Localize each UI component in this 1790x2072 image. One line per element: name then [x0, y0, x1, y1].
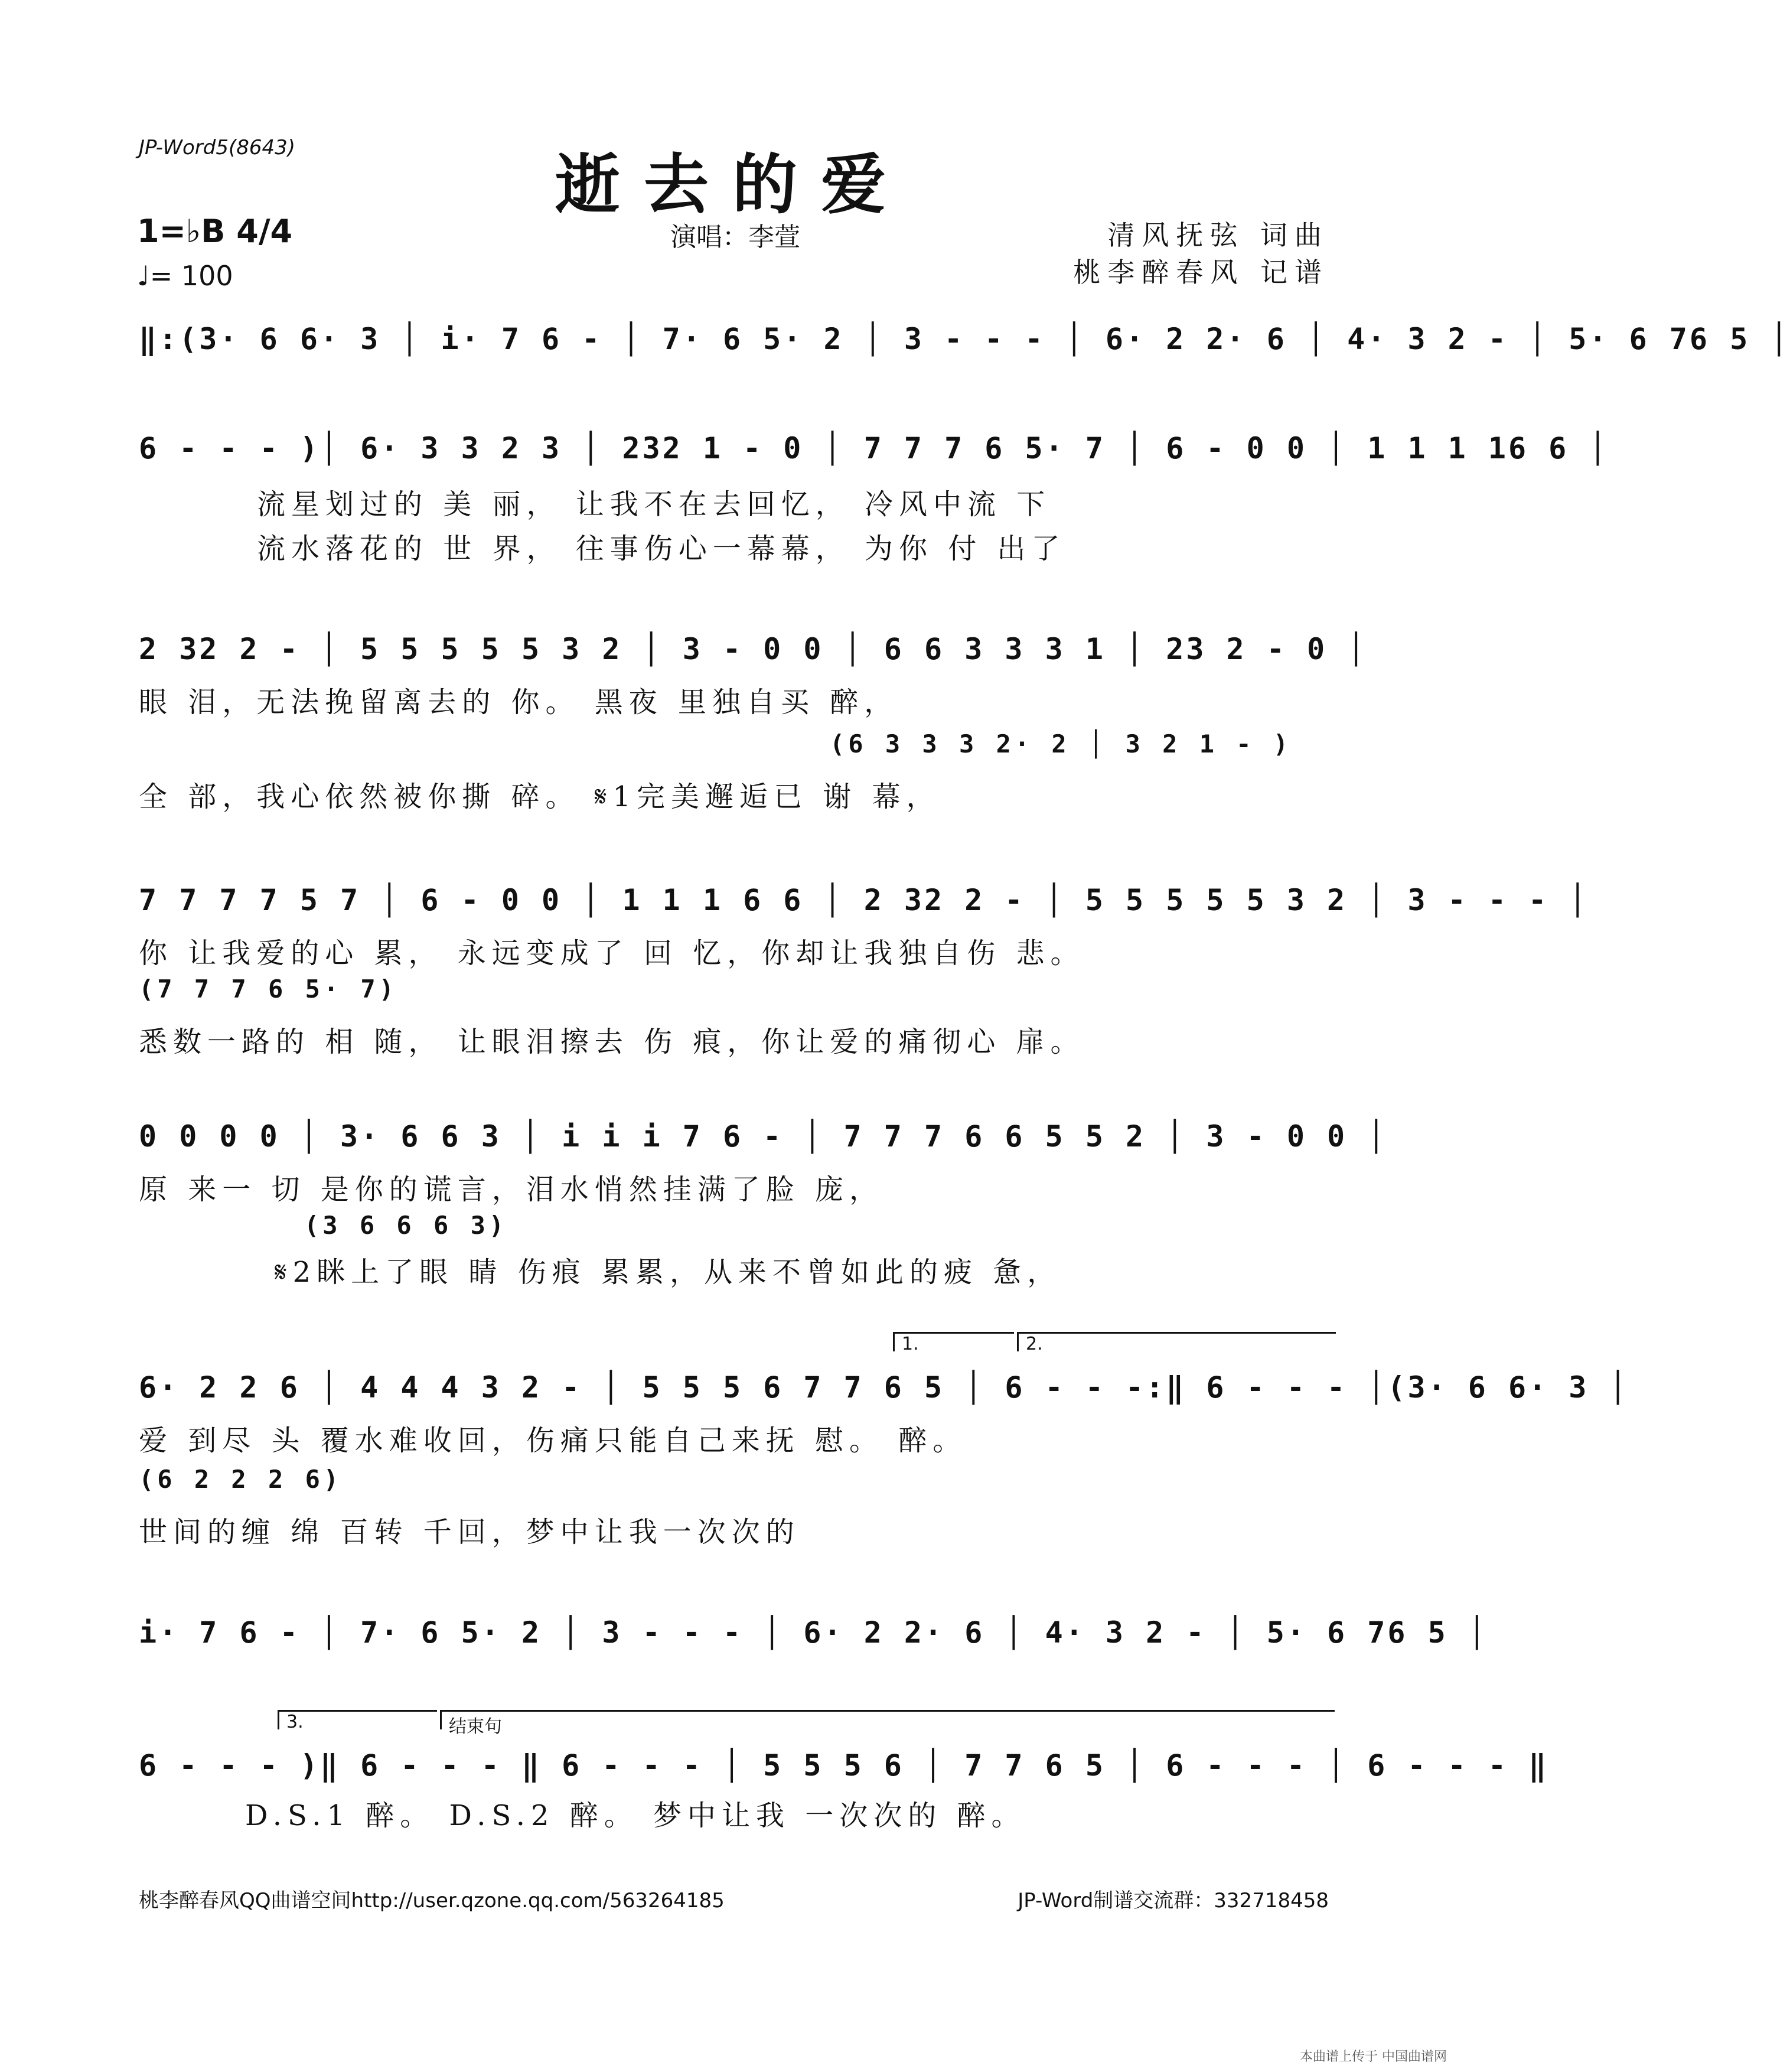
volta-1: 1.: [893, 1332, 1014, 1351]
system-5-notes: 0 0 0 0 │ 3· 6 6 3 │ i i i 7 6 - │ 7 7 7 6 6 5 5 2 │ 3 - 0 0 │: [139, 1119, 1388, 1154]
system-2-lyric-2: 流水落花的 世 界， 往事伤心一幕幕， 为你 付 出了: [257, 532, 1066, 565]
volta-ending: 结束句: [440, 1710, 1335, 1729]
system-2-notes: 6 - - - )│ 6· 3 3 2 3 │ 232 1 - 0 │ 7 7 7 6 5· 7 │ 6 - 0 0 │ 1 1 1 16 6 │: [139, 431, 1609, 465]
system-3-lyric-2: 全 部，我心依然被你撕 碎。 𝄋1完美邂逅已 谢 幕，: [139, 780, 941, 813]
system-5-lyric-2: 𝄋2眯上了眼 睛 伤痕 累累，从来不曾如此的疲 惫，: [275, 1256, 1062, 1289]
system-7-notes: i· 7 6 - │ 7· 6 5· 2 │ 3 - - - │ 6· 2 2· 6 │ 4· 3 2 - │ 5· 6 76 5 │: [139, 1615, 1488, 1650]
system-6-alt-notes: (6 2 2 2 6): [139, 1465, 343, 1494]
singer-credit: 演唱：李萱: [670, 222, 800, 252]
system-6-lyric-1: 爱 到尽 头 覆水难收回，伤痛只能自己来抚 慰。 醉。: [139, 1424, 967, 1457]
system-6-notes: 6· 2 2 6 │ 4 4 4 3 2 - │ 5 5 5 6 7 7 6 5 │ 6 - - -:‖ 6 - - - │(3· 6 6· 3 │: [139, 1370, 1629, 1405]
system-4-lyric-1: 你 让我爱的心 累， 永远变成了 回 忆，你却让我独自伤 悲。: [139, 937, 1085, 970]
song-title: 逝去的爱: [555, 146, 909, 223]
system-1-notes: ‖:(3· 6 6· 3 │ i· 7 6 - │ 7· 6 5· 2 │ 3 - - - │ 6· 2 2· 6 │ 4· 3 2 - │ 5· 6 76 5 │: [139, 322, 1790, 356]
system-4-lyric-2: 悉数一路的 相 随， 让眼泪擦去 伤 痕，你让爱的痛彻心 扉。: [139, 1025, 1085, 1058]
system-3-lyric-1: 眼 泪，无法挽留离去的 你。 黑夜 里独自买 醉，: [139, 686, 899, 719]
system-5-lyric-1: 原 来一 切 是你的谎言，泪水悄然挂满了脸 庞，: [139, 1173, 884, 1206]
system-3-alt-notes: (6 3 3 3 2· 2 │ 3 2 1 - ): [830, 729, 1292, 758]
upload-stamp: 本曲谱上传于 中国曲谱网: [1300, 2050, 1447, 2064]
system-4-alt-notes: (7 7 7 6 5· 7): [139, 975, 398, 1004]
tempo-marking: ♩= 100: [137, 260, 233, 292]
version-label: JP-Word5(8643): [139, 136, 296, 159]
lyricist-credit: 清风抚弦 词曲: [1107, 219, 1329, 251]
transcriber-credit: 桃李醉春风 记谱: [1073, 256, 1329, 288]
key-signature: 1=♭B 4/4: [137, 213, 293, 250]
footer-group-number: JP-Word制谱交流群：332718458: [1018, 1889, 1329, 1913]
system-3-notes: 2 32 2 - │ 5 5 5 5 5 3 2 │ 3 - 0 0 │ 6 6 3 3 3 1 │ 23 2 - 0 │: [139, 632, 1368, 666]
volta-3: 3.: [278, 1710, 437, 1729]
footer-qzone-link: 桃李醉春风QQ曲谱空间http://user.qzone.qq.com/563264185: [139, 1889, 725, 1913]
system-6-lyric-2: 世间的缠 绵 百转 千回，梦中让我一次次的: [139, 1516, 800, 1549]
system-5-alt-notes: (3 6 6 6 3): [304, 1211, 508, 1240]
system-8-lyric-1: D.S.1 醉。 D.S.2 醉。 梦中让我 一次次的 醉。: [245, 1799, 1026, 1832]
system-8-notes: 6 - - - )‖ 6 - - - ‖ 6 - - - │ 5 5 5 6 │ 7 7 6 5 │ 6 - - - │ 6 - - - ‖: [139, 1748, 1549, 1783]
system-4-notes: 7 7 7 7 5 7 │ 6 - 0 0 │ 1 1 1 6 6 │ 2 32 2 - │ 5 5 5 5 5 3 2 │ 3 - - - │: [139, 883, 1589, 917]
volta-2: 2.: [1017, 1332, 1336, 1351]
system-2-lyric-1: 流星划过的 美 丽， 让我不在去回忆， 冷风中流 下: [257, 488, 1051, 521]
